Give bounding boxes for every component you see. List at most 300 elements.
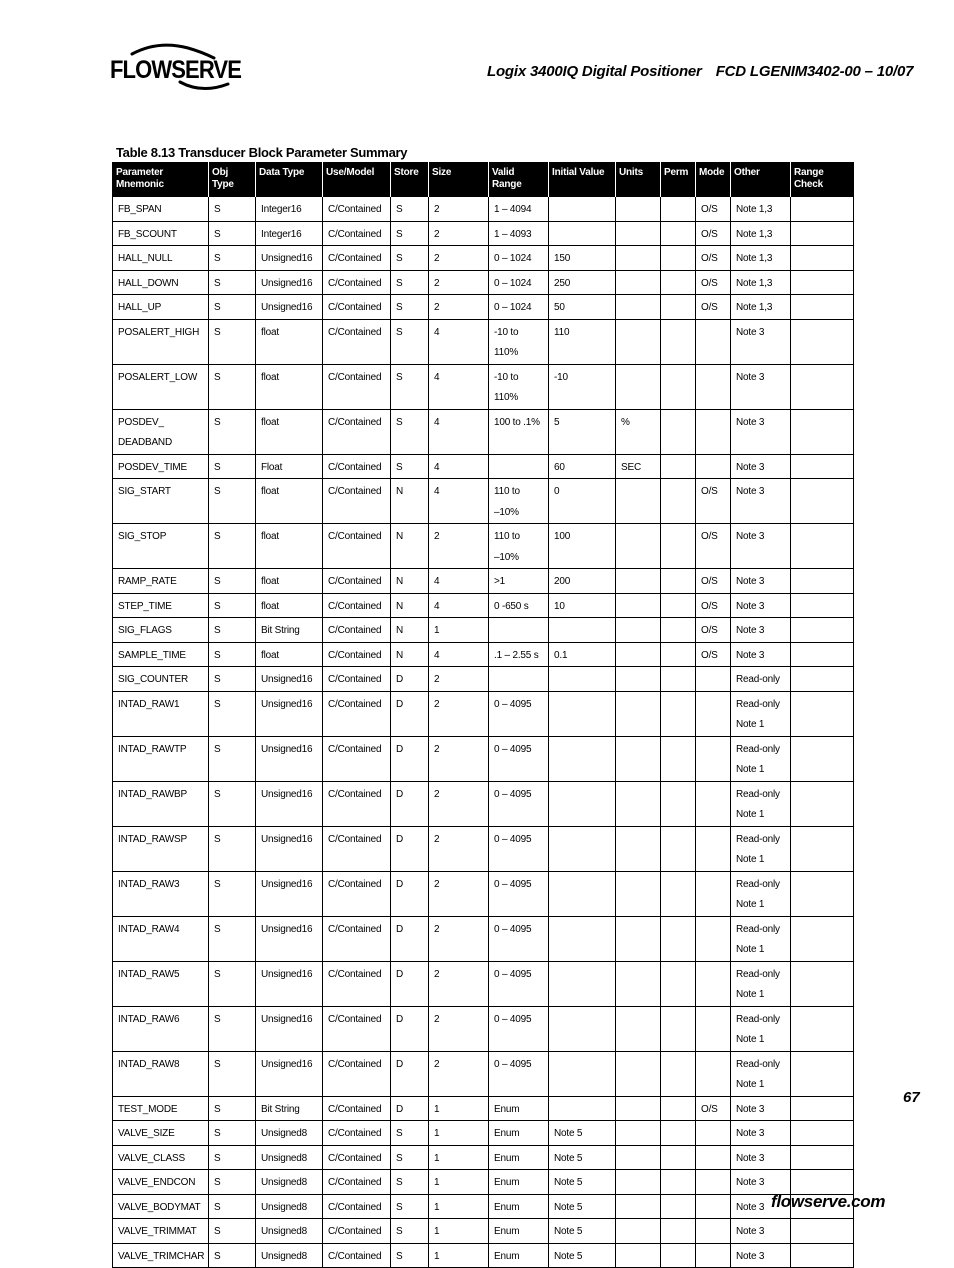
table-cell: 0 – 4095 [489,961,549,1006]
table-cell: S [209,197,256,222]
table-header-row [113,162,854,197]
table-cell: O/S [696,1096,731,1121]
table-cell: C/Contained [323,454,391,479]
table-cell: 60 [549,454,616,479]
table-cell: float [256,409,323,454]
table-cell: Note 3 [731,409,791,454]
table-cell: Note 3 [731,642,791,667]
table-cell [791,1096,854,1121]
table-cell: VALVE_TRIMMAT [113,1219,209,1244]
table-cell [696,736,731,781]
table-cell [791,826,854,871]
table-cell: Unsigned16 [256,295,323,320]
table-cell: D [391,781,429,826]
table-cell [549,618,616,643]
table-cell [616,691,661,736]
table-cell [791,593,854,618]
table-cell: S [209,1194,256,1219]
table-cell [661,569,696,594]
table-row [113,961,854,1006]
table-cell: S [209,1051,256,1096]
table-cell: float [256,364,323,409]
table-cell: D [391,916,429,961]
table-cell: Note 3 [731,1243,791,1268]
table-cell [791,1243,854,1268]
table-cell: N [391,642,429,667]
document-code: FCD LGENIM3402-00 – 10/07 [715,63,914,80]
table-cell: D [391,667,429,692]
table-cell: -10 to 110% [489,319,549,364]
table-cell: 50 [549,295,616,320]
table-cell: 2 [429,781,489,826]
table-cell: Integer16 [256,221,323,246]
table-row [113,221,854,246]
table-row [113,364,854,409]
table-cell [549,961,616,1006]
table-cell: 4 [429,319,489,364]
table-cell: SIG_START [113,479,209,524]
table-cell: Note 3 [731,618,791,643]
table-cell: Note 5 [549,1194,616,1219]
table-cell: Note 3 [731,364,791,409]
table-cell [616,1145,661,1170]
table-cell [696,1051,731,1096]
table-cell [696,409,731,454]
table-cell [661,618,696,643]
table-cell [661,1051,696,1096]
table-cell: 2 [429,871,489,916]
table-cell: Note 3 [731,319,791,364]
table-cell [791,691,854,736]
table-cell: C/Contained [323,736,391,781]
table-cell: C/Contained [323,618,391,643]
table-cell [661,409,696,454]
table-cell: Unsigned16 [256,667,323,692]
table-cell: S [209,736,256,781]
table-cell: Read-only Note 1 [731,916,791,961]
table-cell: float [256,593,323,618]
table-cell [791,1006,854,1051]
table-cell: D [391,736,429,781]
table-cell [489,667,549,692]
table-cell: Read-only Note 1 [731,826,791,871]
table-cell: Note 1,3 [731,270,791,295]
table-cell [549,916,616,961]
table-row [113,691,854,736]
table-cell: float [256,569,323,594]
table-row [113,826,854,871]
table-cell: SEC [616,454,661,479]
table-cell: C/Contained [323,1194,391,1219]
table-cell [616,569,661,594]
table-cell [661,1145,696,1170]
table-cell: 110 to –10% [489,524,549,569]
table-cell: Read-only Note 1 [731,691,791,736]
table-cell [696,871,731,916]
table-cell [616,221,661,246]
table-cell: S [209,1243,256,1268]
table-cell: 0 – 4095 [489,916,549,961]
table-cell: % [616,409,661,454]
table-cell: 4 [429,409,489,454]
table-cell [696,781,731,826]
table-cell: Note 3 [731,1096,791,1121]
table-row [113,1194,854,1219]
table-row [113,1219,854,1244]
table-cell [661,1096,696,1121]
table-cell: S [209,1219,256,1244]
table-cell: S [209,364,256,409]
table-cell [696,1006,731,1051]
table-cell: O/S [696,479,731,524]
product-title: Logix 3400IQ Digital Positioner [487,63,702,80]
table-cell [696,364,731,409]
table-row [113,454,854,479]
table-row [113,524,854,569]
table-cell: S [391,319,429,364]
table-cell: S [209,781,256,826]
table-row [113,479,854,524]
table-cell: D [391,961,429,1006]
table-cell [791,221,854,246]
table-cell: 1 – 4094 [489,197,549,222]
table-cell [791,295,854,320]
table-cell: Float [256,454,323,479]
table-cell: S [391,454,429,479]
table-cell [616,593,661,618]
table-cell: Unsigned8 [256,1145,323,1170]
table-cell [661,1170,696,1195]
table-cell [661,1243,696,1268]
table-cell: S [209,871,256,916]
table-cell: 2 [429,1006,489,1051]
table-cell [549,1006,616,1051]
table-cell [661,1006,696,1051]
table-cell: C/Contained [323,409,391,454]
table-cell [616,197,661,222]
table-cell: float [256,524,323,569]
table-cell: 2 [429,916,489,961]
table-cell: C/Contained [323,826,391,871]
table-cell: C/Contained [323,270,391,295]
table-cell [616,736,661,781]
table-cell: S [209,246,256,271]
table-cell [791,1121,854,1146]
table-cell: O/S [696,197,731,222]
table-cell: 1 [429,1096,489,1121]
table-cell: HALL_DOWN [113,270,209,295]
table-cell: 250 [549,270,616,295]
table-cell: INTAD_RAWTP [113,736,209,781]
table-cell: S [209,826,256,871]
table-cell: C/Contained [323,1219,391,1244]
table-cell [791,916,854,961]
table-cell: Note 3 [731,1145,791,1170]
table-cell: Read-only [731,667,791,692]
table-cell [549,736,616,781]
table-cell: C/Contained [323,916,391,961]
table-cell: O/S [696,618,731,643]
table-cell: Enum [489,1096,549,1121]
table-cell [791,197,854,222]
table-cell: C/Contained [323,295,391,320]
table-cell [661,270,696,295]
column-header: Parameter Mnemonic [113,162,209,197]
table-cell: Unsigned8 [256,1170,323,1195]
table-cell: Note 3 [731,454,791,479]
table-cell: Enum [489,1219,549,1244]
column-header: Range Check [791,162,854,197]
table-cell: S [209,569,256,594]
table-cell: HALL_UP [113,295,209,320]
table-cell [661,871,696,916]
table-cell: VALVE_SIZE [113,1121,209,1146]
column-header: Valid Range [489,162,549,197]
table-cell: S [391,1219,429,1244]
table-cell: C/Contained [323,221,391,246]
table-cell: C/Contained [323,319,391,364]
table-cell: D [391,691,429,736]
table-cell: Note 3 [731,1121,791,1146]
table-cell: SIG_STOP [113,524,209,569]
table-cell: 110 to –10% [489,479,549,524]
table-cell: C/Contained [323,197,391,222]
table-cell [489,454,549,479]
table-cell [791,1170,854,1195]
table-cell [616,1194,661,1219]
table-row [113,569,854,594]
table-cell: Note 3 [731,524,791,569]
table-cell: -10 to 110% [489,364,549,409]
table-cell: Unsigned16 [256,781,323,826]
table-cell: Unsigned16 [256,1051,323,1096]
table-cell [616,319,661,364]
table-cell: Note 3 [731,1219,791,1244]
table-cell: C/Contained [323,479,391,524]
table-cell [616,1006,661,1051]
table-cell: POSDEV_TIME [113,454,209,479]
table-cell [696,1170,731,1195]
table-cell: C/Contained [323,364,391,409]
table-cell [549,691,616,736]
table-cell [549,826,616,871]
table-cell [661,1219,696,1244]
table-cell: S [391,221,429,246]
table-cell [791,736,854,781]
table-cell: C/Contained [323,524,391,569]
table-cell: Unsigned8 [256,1194,323,1219]
document-header [487,63,913,80]
table-cell: S [391,409,429,454]
table-cell: Read-only Note 1 [731,1006,791,1051]
table-cell: S [209,270,256,295]
column-header: Other [731,162,791,197]
column-header: Mode [696,162,731,197]
table-cell: D [391,1006,429,1051]
table-cell [696,1243,731,1268]
table-row [113,1121,854,1146]
table-row [113,1145,854,1170]
table-cell [616,1170,661,1195]
table-cell: S [391,295,429,320]
table-cell: Read-only Note 1 [731,871,791,916]
table-row [113,781,854,826]
table-cell: 1 [429,1219,489,1244]
table-cell [791,642,854,667]
table-row [113,409,854,454]
table-cell [616,961,661,1006]
table-cell [791,781,854,826]
table-cell: C/Contained [323,961,391,1006]
table-cell [661,524,696,569]
table-cell [549,1051,616,1096]
table-cell: Enum [489,1121,549,1146]
table-cell: INTAD_RAW4 [113,916,209,961]
table-row [113,642,854,667]
table-cell [696,667,731,692]
table-row [113,197,854,222]
table-cell [661,667,696,692]
table-cell: 1 [429,1145,489,1170]
table-cell [661,221,696,246]
table-cell: 110 [549,319,616,364]
table-cell: N [391,524,429,569]
table-cell: 2 [429,961,489,1006]
table-cell: S [209,618,256,643]
table-cell: C/Contained [323,569,391,594]
column-header: Units [616,162,661,197]
table-cell: O/S [696,524,731,569]
column-header: Perm [661,162,696,197]
table-cell: Note 3 [731,569,791,594]
table-cell: N [391,479,429,524]
table-cell [791,246,854,271]
table-cell: 4 [429,364,489,409]
table-cell: C/Contained [323,593,391,618]
table-cell: 0 [549,479,616,524]
table-cell: SIG_COUNTER [113,667,209,692]
table-cell: S [209,642,256,667]
table-cell [549,197,616,222]
table-row [113,295,854,320]
table-cell [616,618,661,643]
table-cell [661,295,696,320]
table-cell [549,667,616,692]
table-row [113,916,854,961]
table-cell: INTAD_RAW1 [113,691,209,736]
table-cell: SAMPLE_TIME [113,642,209,667]
table-cell [549,781,616,826]
table-cell [616,642,661,667]
table-cell: -10 [549,364,616,409]
table-cell [616,1243,661,1268]
table-cell: float [256,319,323,364]
table-cell: S [209,295,256,320]
table-cell [661,246,696,271]
table-cell: Unsigned16 [256,871,323,916]
table-cell: S [209,1145,256,1170]
table-cell: 200 [549,569,616,594]
table-cell: C/Contained [323,667,391,692]
table-cell: Note 1,3 [731,197,791,222]
table-cell [616,246,661,271]
table-cell: N [391,618,429,643]
table-cell [616,871,661,916]
table-cell [696,826,731,871]
table-cell: 150 [549,246,616,271]
table-cell [661,1194,696,1219]
table-cell [616,916,661,961]
table-cell: 1 [429,1121,489,1146]
table-cell: INTAD_RAW6 [113,1006,209,1051]
table-cell [791,364,854,409]
table-cell: Integer16 [256,197,323,222]
table-cell: Read-only Note 1 [731,781,791,826]
table-cell: VALVE_BODYMAT [113,1194,209,1219]
column-header: Size [429,162,489,197]
table-cell: S [209,916,256,961]
table-cell [616,295,661,320]
table-row [113,1096,854,1121]
table-row [113,1051,854,1096]
table-cell: S [391,1145,429,1170]
table-row [113,736,854,781]
table-cell [696,1121,731,1146]
table-cell [616,781,661,826]
table-row [113,593,854,618]
table-cell: C/Contained [323,1121,391,1146]
table-cell [696,916,731,961]
table-cell: Note 5 [549,1121,616,1146]
table-cell: >1 [489,569,549,594]
table-cell [791,1145,854,1170]
table-cell: S [209,691,256,736]
table-cell: Unsigned16 [256,736,323,781]
table-cell [549,221,616,246]
table-cell [616,826,661,871]
table-cell [696,319,731,364]
table-cell: Unsigned16 [256,961,323,1006]
table-cell: D [391,1096,429,1121]
table-cell: S [391,1121,429,1146]
table-cell: Unsigned16 [256,270,323,295]
table-row [113,618,854,643]
table-cell: Bit String [256,618,323,643]
table-cell: 2 [429,1051,489,1096]
table-cell: SIG_FLAGS [113,618,209,643]
table-cell: 0.1 [549,642,616,667]
table-row [113,1243,854,1268]
table-cell: Note 5 [549,1145,616,1170]
table-cell: 0 – 1024 [489,270,549,295]
table-cell: S [391,1243,429,1268]
column-header: Use/Model [323,162,391,197]
table-cell: C/Contained [323,691,391,736]
table-cell: Read-only Note 1 [731,1051,791,1096]
table-cell: C/Contained [323,1051,391,1096]
table-cell: Note 3 [731,1194,791,1219]
table-cell: .1 – 2.55 s [489,642,549,667]
table-cell: 0 – 4095 [489,691,549,736]
table-cell: O/S [696,221,731,246]
table-cell: Note 3 [731,593,791,618]
table-cell: O/S [696,246,731,271]
table-cell [616,667,661,692]
table-cell: INTAD_RAWSP [113,826,209,871]
table-cell: 1 [429,1194,489,1219]
table-cell [616,1121,661,1146]
table-cell [696,1219,731,1244]
